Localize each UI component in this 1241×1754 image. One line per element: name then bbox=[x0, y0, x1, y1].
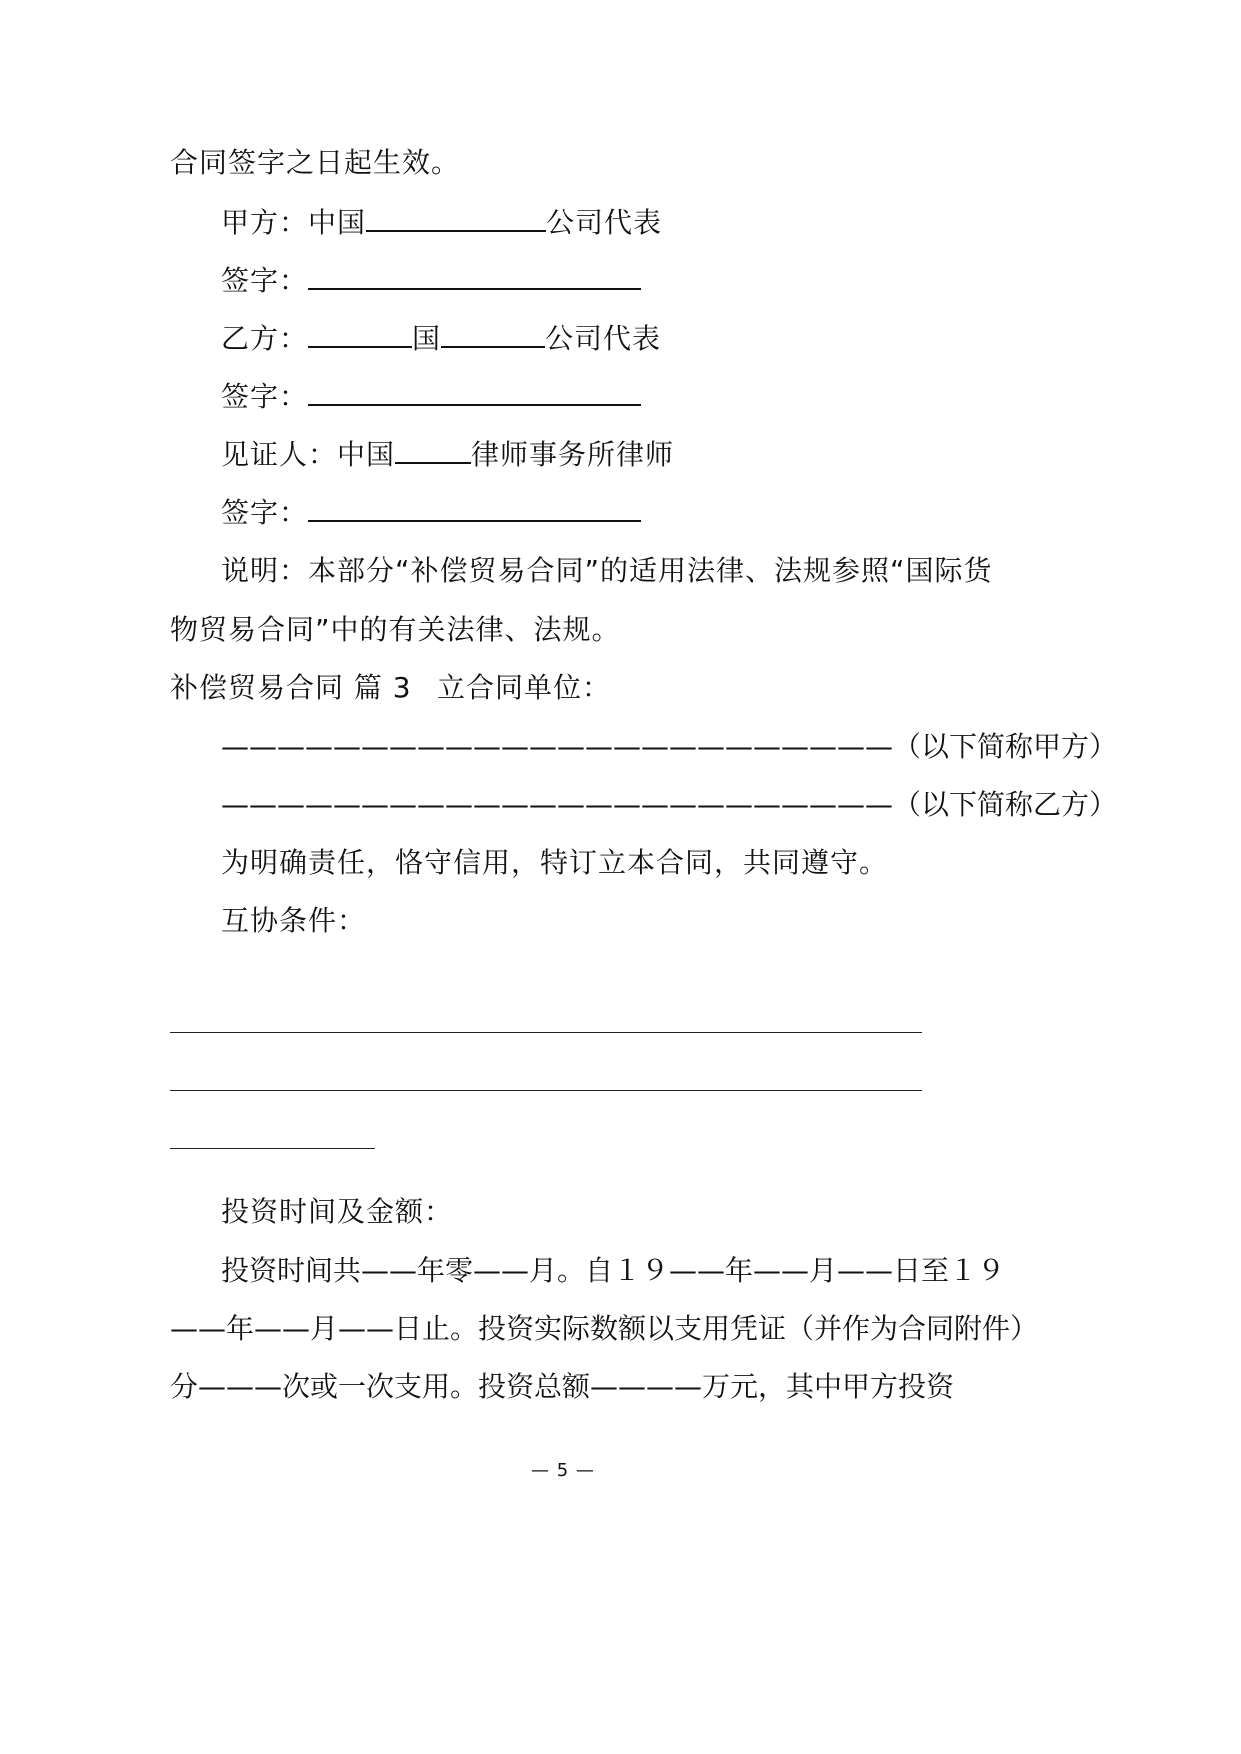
party-a-name-line bbox=[221, 727, 1117, 767]
text: 物贸易合同”中的有关法律、法规。 bbox=[170, 613, 621, 646]
section-heading-line bbox=[170, 668, 412, 708]
text: 为明确责任，恪守信用，特订立本合同，共同遵守。 bbox=[221, 846, 889, 879]
conditions-rule-1 bbox=[170, 1032, 922, 1033]
party-b-country-text: 国 bbox=[412, 322, 442, 355]
conditions-heading: 互协条件： bbox=[221, 904, 367, 937]
party-b-suffix: 公司代表 bbox=[545, 322, 662, 355]
investment-line-3 bbox=[170, 1367, 954, 1407]
section-heading: 补偿贸易合同 篇 3 bbox=[170, 671, 412, 704]
investment-heading-line bbox=[221, 1192, 453, 1232]
witness-signature-line bbox=[221, 492, 641, 533]
signature-label: 签字： bbox=[221, 496, 309, 529]
conditions-rule-2 bbox=[170, 1090, 922, 1091]
party-b-name-line bbox=[221, 785, 1117, 825]
investment-line-1 bbox=[221, 1251, 1005, 1291]
party-a-signature-line bbox=[221, 260, 641, 301]
signature-label: 签字： bbox=[221, 264, 309, 297]
signature-label: 签字： bbox=[221, 380, 309, 413]
party-a-label: 甲方：中国 bbox=[221, 206, 367, 239]
text: 分———次或一次支用。投资总额————万元，其中甲方投资 bbox=[170, 1370, 955, 1403]
witness-line bbox=[221, 434, 674, 475]
conditions-heading-line bbox=[221, 901, 366, 941]
witness-signature-blank[interactable] bbox=[308, 492, 641, 522]
party-b-line bbox=[221, 318, 661, 359]
party-b-company-blank[interactable] bbox=[441, 318, 545, 348]
text: ————————————————————————（以下简称乙方） bbox=[221, 788, 1118, 821]
party-a-suffix: 公司代表 bbox=[546, 206, 663, 239]
contract-parties-label: 立合同单位： bbox=[437, 671, 612, 704]
party-b-label: 乙方： bbox=[221, 322, 309, 355]
witness-suffix: 律师事务所律师 bbox=[471, 438, 675, 471]
party-a-signature-blank[interactable] bbox=[308, 260, 641, 290]
conditions-rule-3 bbox=[170, 1148, 375, 1149]
investment-line-2 bbox=[170, 1309, 1038, 1349]
page-number-text: — 5 — bbox=[531, 1460, 595, 1481]
investment-heading: 投资时间及金额： bbox=[221, 1195, 454, 1228]
witness-label: 见证人：中国 bbox=[221, 438, 396, 471]
text: ——年——月——日止。投资实际数额以支用凭证（并作为合同附件） bbox=[170, 1312, 1039, 1345]
witness-firm-blank[interactable] bbox=[395, 434, 471, 464]
text-line-effective bbox=[170, 143, 460, 183]
note-line-2 bbox=[170, 610, 621, 650]
text: 说明：本部分“补偿贸易合同”的适用法律、法规参照“国际货 bbox=[221, 554, 993, 587]
party-a-line bbox=[221, 202, 662, 243]
party-b-signature-line bbox=[221, 376, 641, 417]
text: ————————————————————————（以下简称甲方） bbox=[221, 730, 1118, 763]
text: 合同签字之日起生效。 bbox=[170, 146, 461, 179]
party-b-country-blank[interactable] bbox=[308, 318, 412, 348]
party-b-signature-blank[interactable] bbox=[308, 376, 641, 406]
note-line-1 bbox=[221, 551, 993, 591]
contract-parties-label-line bbox=[437, 668, 611, 708]
purpose-line bbox=[221, 843, 888, 883]
party-a-company-blank[interactable] bbox=[366, 202, 546, 232]
text: 投资时间共——年零——月。自１９——年——月——日至１９ bbox=[221, 1254, 1006, 1287]
page-number bbox=[531, 1460, 595, 1482]
